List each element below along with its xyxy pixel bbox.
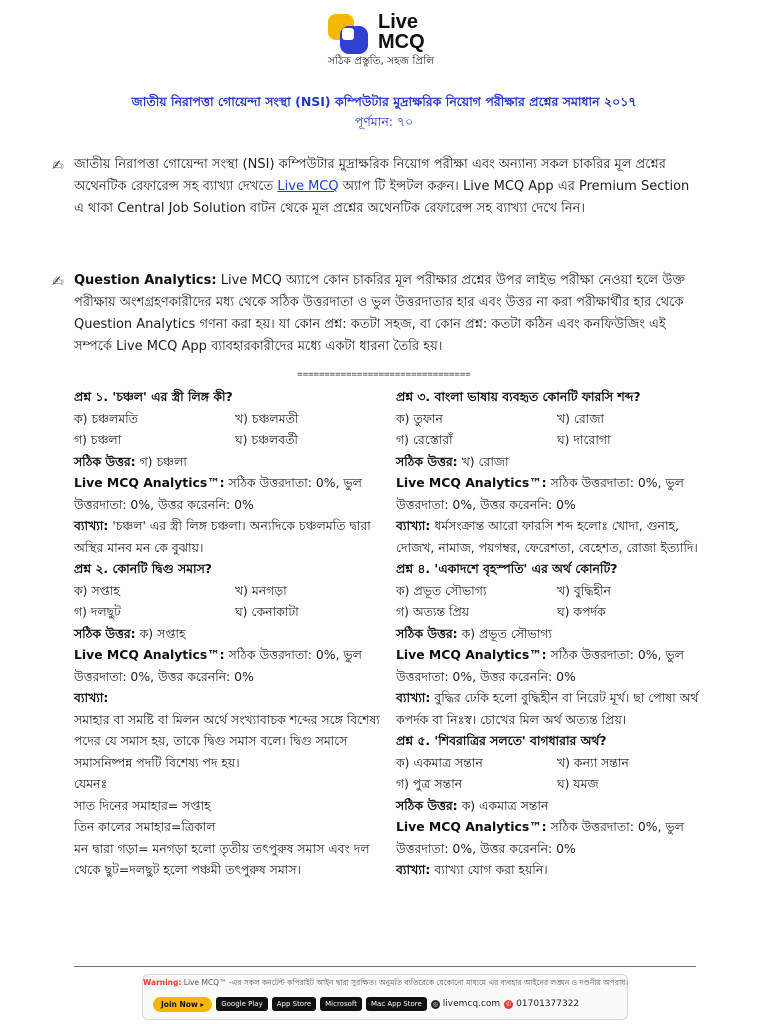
logo-tagline: সঠিক প্রস্তুতি, সহজ প্রিলি [328, 55, 435, 67]
logo-mark-icon [328, 14, 372, 54]
options [74, 408, 396, 451]
analytics: Live MCQ Analytics™: সঠিক উত্তরদাতা: 0%, ভুল উত্তরদাতা: 0%, উত্তর করেননি: 0% [74, 647, 362, 684]
copyright-warning: Warning: Live MCQ™ -এর সকল কনটেন্ট কপিরাইট আইন দ্বারা সুরক্ষিত। অনুমতি ব্যতিরেকে যেকোনো মাধ্যমে এর ব্যবহার আইনের লঙ্ঘন ও দণ্ডনীয় অপরাধ। [143, 978, 629, 987]
option-d: ঘ) চঞ্চলবর্তী [235, 432, 298, 447]
option-b: খ) কন্যা সন্তান [557, 754, 629, 770]
explanation-example: সাত দিনের সমাহার= সপ্তাহ [74, 797, 211, 813]
explanation: ব্যাখ্যা: ব্যাখ্যা যোগ করা হয়নি। [396, 862, 548, 877]
option-d: ঘ) কেনাকাটা [235, 604, 299, 619]
question-title: প্রশ্ন ৩. বাংলা ভাষায় ব্যবহৃত কোনটি ফারসি শব্দ? [396, 389, 641, 404]
option-c: গ) পুত্র সন্তান [396, 776, 463, 791]
pen-icon: ✍ [52, 158, 64, 174]
live-mcq-link[interactable]: Live MCQ [277, 179, 339, 194]
analytics: Live MCQ Analytics™: সঠিক উত্তরদাতা: 0%, ভুল উত্তরদাতা: 0%, উত্তর করেননি: 0% [396, 475, 684, 512]
analytics: Live MCQ Analytics™: সঠিক উত্তরদাতা: 0%, ভুল উত্তরদাতা: 0%, উত্তর করেননি: 0% [74, 475, 362, 512]
footer-divider [74, 966, 696, 967]
question-4 [396, 558, 718, 730]
question-analytics-label: Question Analytics: [74, 273, 217, 288]
option-a: ক) একমাত্র সন্তান [396, 754, 483, 770]
question-5 [396, 730, 718, 881]
join-now-button[interactable]: Join Now ▸ [153, 997, 212, 1012]
app-store-badge[interactable]: App Store [272, 997, 316, 1011]
question-title: প্রশ্ন ৫. 'শিবরাত্রির সলতে' বাগধারার অর্থ? [396, 733, 607, 748]
option-a: ক) সপ্তাহ [74, 582, 120, 598]
question-title: প্রশ্ন ২. কোনটি দ্বিগু সমাস? [74, 561, 212, 576]
explanation: ব্যাখ্যা: বুদ্ধির ঢেকি হলো বুদ্ধিহীন বা নিরেট মূর্খ। ছা পোষা অর্থ কপর্দক বা নিঃস্ব। চোখের মিল অর্থ অত্যন্ত প্রিয়। [396, 690, 699, 727]
question-1 [74, 386, 396, 558]
options [396, 408, 718, 451]
correct-answer: সঠিক উত্তর: ক) প্রভূত সৌভাগ্য [396, 625, 553, 641]
correct-answer: সঠিক উত্তর: ক) একমাত্র সন্তান [396, 797, 549, 813]
option-d: ঘ) যমজ [557, 776, 599, 791]
left-column [74, 386, 396, 881]
logo-wordmark: Live MCQ [378, 11, 425, 53]
explanation: ব্যাখ্যা: 'চঞ্চল' এর স্ত্রী লিঙ্গ চঞ্চলা। অন্যদিকে চঞ্চলমতি দ্বারা অস্থির মানব মন কে বুঝায়। [74, 518, 371, 555]
question-2 [74, 558, 396, 881]
explanation: ব্যাখ্যা: ধর্মসংক্রান্ত আরো ফারসি শব্দ হলোঃ খোদা, গুনাহ, দোজখ, নামাজ, পয়গম্বর, ফেরেশতা, বেহেশত, রোজা ইত্যাদি। [396, 518, 698, 555]
correct-answer: সঠিক উত্তর: ক) সপ্তাহ [74, 625, 186, 641]
right-column [396, 386, 718, 881]
analytics: Live MCQ Analytics™: সঠিক উত্তরদাতা: 0%, ভুল উত্তরদাতা: 0%, উত্তর করেননি: 0% [396, 819, 684, 856]
option-a: ক) প্রভূত সৌভাগ্য [396, 582, 487, 598]
options [74, 580, 396, 623]
option-c: গ) চঞ্চলা [74, 432, 122, 447]
live-mcq-logo [326, 12, 456, 70]
explanation-text: সমাহার বা সমষ্টি বা মিলন অর্থে সংখ্যাবাচক শব্দের সঙ্গে বিশেষ্য পদের যে সমাস হয়, তাকে দ্বিগু সমাস বলে। দ্বিগু সমাসে সমাসনিষ্পন্ন পদটি বিশেষ্য পদ হয়। [74, 711, 380, 770]
microsoft-store-badge[interactable]: Microsoft [320, 997, 362, 1011]
option-c: গ) দলছুট [74, 604, 121, 619]
option-b: খ) চঞ্চলমতী [235, 410, 299, 426]
option-b: খ) বুদ্ধিহীন [557, 582, 611, 598]
pen-icon: ✍ [52, 274, 64, 290]
website-link[interactable]: ◎ livemcq.com [432, 999, 501, 1009]
options [396, 580, 718, 623]
phone-number[interactable]: ✆ 01701377322 [506, 999, 580, 1009]
correct-answer: সঠিক উত্তর: খ) রোজা [396, 453, 509, 469]
question-3 [396, 386, 718, 558]
option-b: খ) রোজা [557, 410, 605, 426]
explanation-example: তিন কালের সমাহার=ত্রিকাল [74, 819, 216, 834]
explanation-label: ব্যাখ্যা: [74, 690, 109, 705]
correct-answer: সঠিক উত্তর: গ) চঞ্চলা [74, 453, 187, 469]
explanation-text: মন দ্বারা গড়া= মনগড়া হলো তৃতীয় তৎপুরুষ সমাস এবং দল থেকে ছুট=দলছুট হলো পঞ্চমী তৎপুরুষ সমাস। [74, 840, 370, 877]
option-c: গ) রেস্তোরাঁ [396, 432, 453, 447]
explanation-example-label: যেমনঃ [74, 776, 108, 791]
mac-app-store-badge[interactable]: Mac App Store [366, 997, 427, 1011]
option-a: ক) তুফান [396, 410, 443, 426]
full-marks: পূর্ণমান: ৭০ [354, 114, 414, 129]
footer-banner [142, 974, 628, 1020]
option-b: খ) মনগড়া [235, 582, 287, 598]
intro-note-install: ✍ জাতীয় নিরাপত্তা গোয়েন্দা সংস্থা (NSI) কম্পিউটার মুদ্রাক্ষরিক নিয়োগ পরীক্ষা এবং অন্যান্য সকল চাকরির মূল প্রশ্নের অথেনটিক রেফারেন্স সহ ব্যাখ্যা দেখতে Live MCQ অ্যাপ টি ইন্সটল করুন। Live MCQ App এর Premium Section এ থাকা Central Job Solution বাটন থেকে মূল প্রশ্নের অথেনটিক রেফারেন্স সহ ব্যাখ্যা দেখে নিন। [52, 157, 690, 216]
option-a: ক) চঞ্চলমতি [74, 410, 138, 426]
globe-icon: ◎ [432, 1000, 438, 1008]
option-d: ঘ) কপর্দক [557, 604, 606, 619]
options [396, 752, 718, 795]
google-play-badge[interactable]: Google Play [216, 997, 268, 1011]
document-title: জাতীয় নিরাপত্তা গোয়েন্দা সংস্থা (NSI) কম্পিউটার মুদ্রাক্ষরিক নিয়োগ পরীক্ষার প্রশ্নের সমাধান ২০১৭ [131, 94, 637, 109]
option-d: ঘ) দারোগা [557, 432, 611, 447]
intro-note-analytics: ✍ Question Analytics: Live MCQ অ্যাপে কোন চাকরির মূল পরীক্ষার প্রশ্নের উপর লাইভ পরীক্ষা নেওয়া হলে উক্ত পরীক্ষায় অংশগ্রহণকারীদের মধ্য থেকে সঠিক উত্তরদাতা ও ভুল উত্তরদাতার হার এবং উত্তর না করা পরীক্ষার্থীর হার থেকে Question Analytics গণনা করা হয়। যা কোন প্রশ্ন: কতটা সহজ, বা কোন প্রশ্ন: কতটা কঠিন এবং কনফিউজিং এই সম্পর্কে Live MCQ App ব্যাবহারকারীদের মধ্যে একটা ধারনা তৈরি হয়। [52, 273, 685, 354]
option-c: গ) অত্যন্ত প্রিয় [396, 604, 470, 619]
question-title: প্রশ্ন ৪. 'একাদশে বৃহস্পতি' এর অর্থ কোনটি? [396, 561, 618, 576]
phone-icon: ✆ [506, 1000, 512, 1008]
analytics: Live MCQ Analytics™: সঠিক উত্তরদাতা: 0%, ভুল উত্তরদাতা: 0%, উত্তর করেননি: 0% [396, 647, 684, 684]
footer-actions [153, 993, 579, 1015]
section-divider: ================================ [297, 370, 471, 380]
question-title: প্রশ্ন ১. 'চঞ্চল' এর স্ত্রী লিঙ্গ কী? [74, 389, 233, 404]
